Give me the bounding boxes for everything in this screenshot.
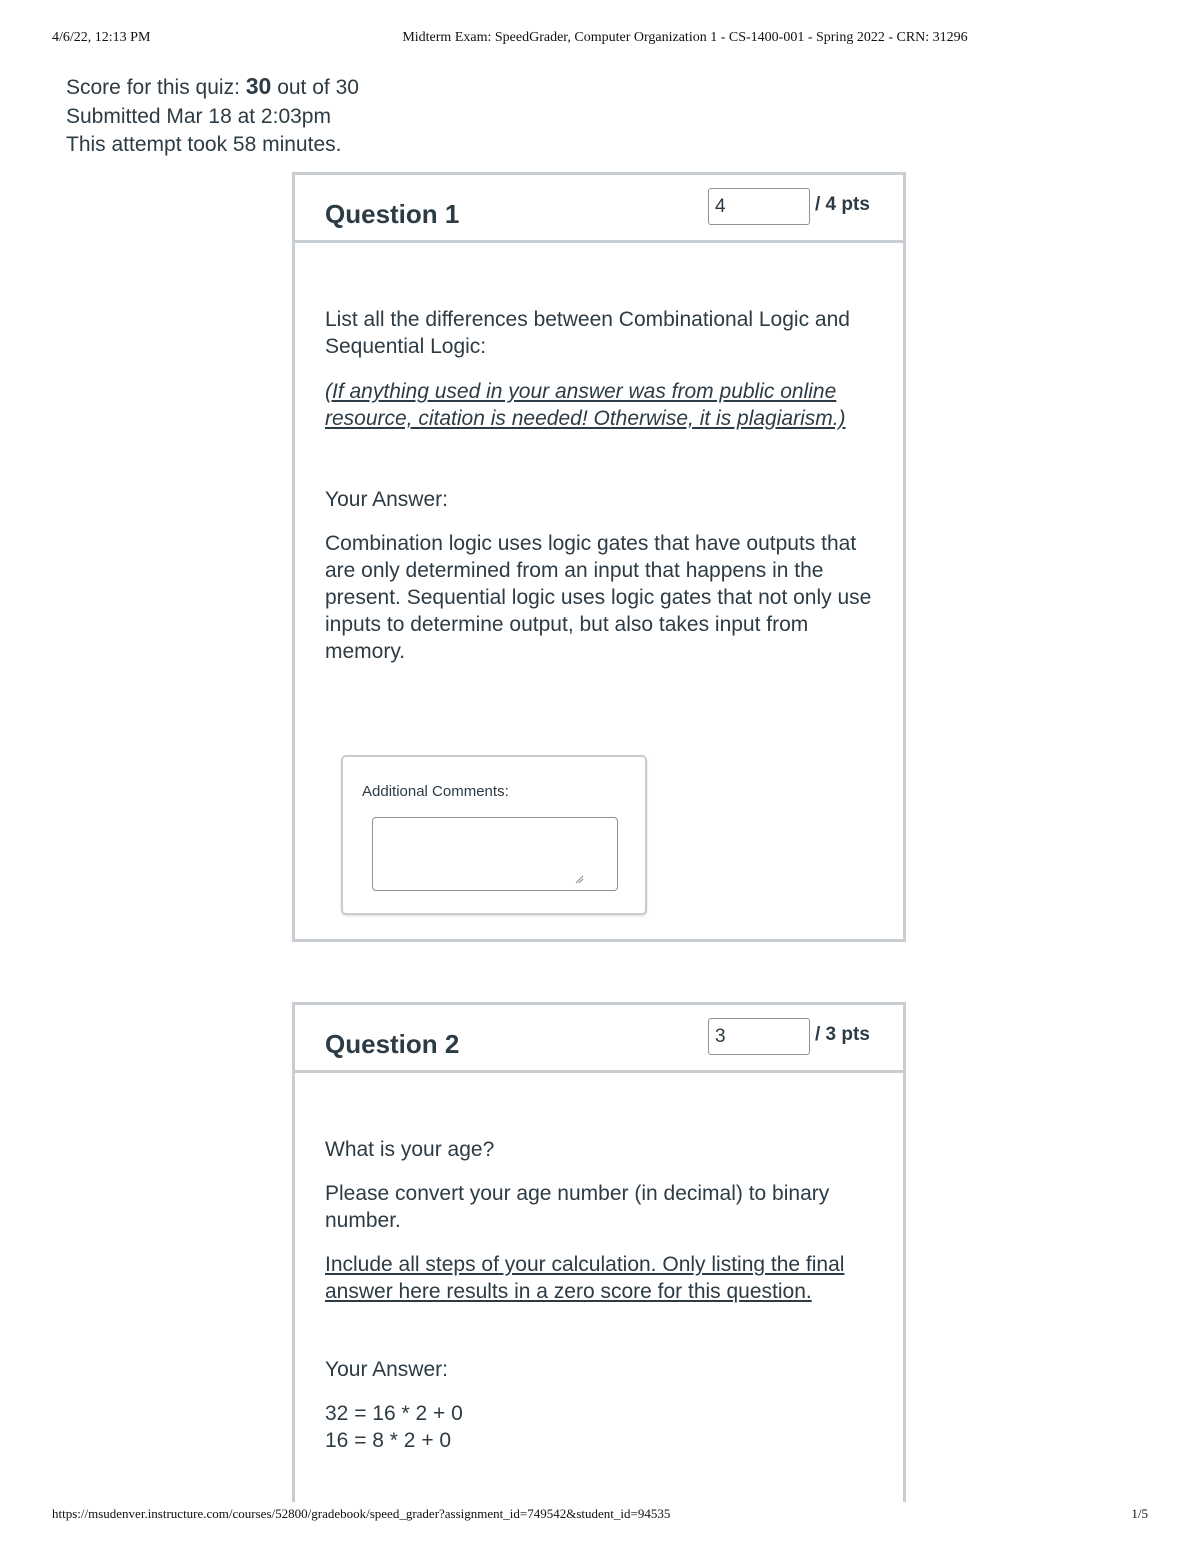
resize-grip-icon[interactable] [575, 875, 584, 884]
question-note: Include all steps of your calculation. Only listing the final answer here results in a zero score for this question. [325, 1253, 845, 1303]
print-title: Midterm Exam: SpeedGrader, Computer Organization 1 - CS-1400-001 - Spring 2022 - CRN: 31296 [402, 30, 968, 45]
question-note: (If anything used in your answer was from public online resource, citation is needed! Otherwise, it is plagiarism.) [325, 380, 846, 430]
score-value: 30 [245, 73, 272, 99]
comments-label: Additional Comments: [362, 783, 509, 800]
score-line [66, 72, 359, 103]
question-card-1 [292, 172, 906, 942]
score-prefix: Score for this quiz: [66, 76, 240, 99]
question-card-2 [292, 1002, 906, 1502]
points-total: / 3 pts [815, 1024, 870, 1045]
question-title: Question 2 [325, 1029, 460, 1059]
question-prompt: What is your age? [325, 1138, 495, 1161]
additional-comments-panel [341, 755, 647, 915]
question-title: Question 1 [325, 199, 460, 229]
question-body [295, 1136, 903, 1454]
print-date: 4/6/22, 12:13 PM [52, 30, 151, 45]
answer-line: 16 = 8 * 2 + 0 [325, 1429, 452, 1452]
student-answer: Combination logic uses logic gates that have outputs that are only determined from an input that happens in the present. Sequential logic uses logic gates that not only use inputs to determine output, but also takes input from memory. [325, 532, 872, 663]
points-total: / 4 pts [815, 194, 870, 215]
duration-line: This attempt took 58 minutes. [66, 133, 342, 156]
page-number: 1/5 [1131, 1506, 1148, 1521]
print-url: https://msudenver.instructure.com/courses/52800/gradebook/speed_grader?assignment_id=749542&student_id=94535 [52, 1506, 671, 1521]
question-prompt: List all the differences between Combinational Logic and Sequential Logic: [325, 308, 850, 358]
question-prompt-2: Please convert your age number (in decimal) to binary number. [325, 1182, 830, 1232]
answer-label: Your Answer: [325, 488, 448, 511]
question-header [295, 1005, 903, 1073]
points-input[interactable] [708, 1018, 810, 1055]
points-input[interactable] [708, 188, 810, 225]
answer-line: 32 = 16 * 2 + 0 [325, 1402, 463, 1425]
question-body [295, 306, 903, 665]
answer-label: Your Answer: [325, 1358, 448, 1381]
question-header [295, 175, 903, 243]
score-suffix: out of 30 [277, 76, 359, 99]
submitted-line: Submitted Mar 18 at 2:03pm [66, 104, 331, 128]
quiz-summary [66, 72, 359, 160]
